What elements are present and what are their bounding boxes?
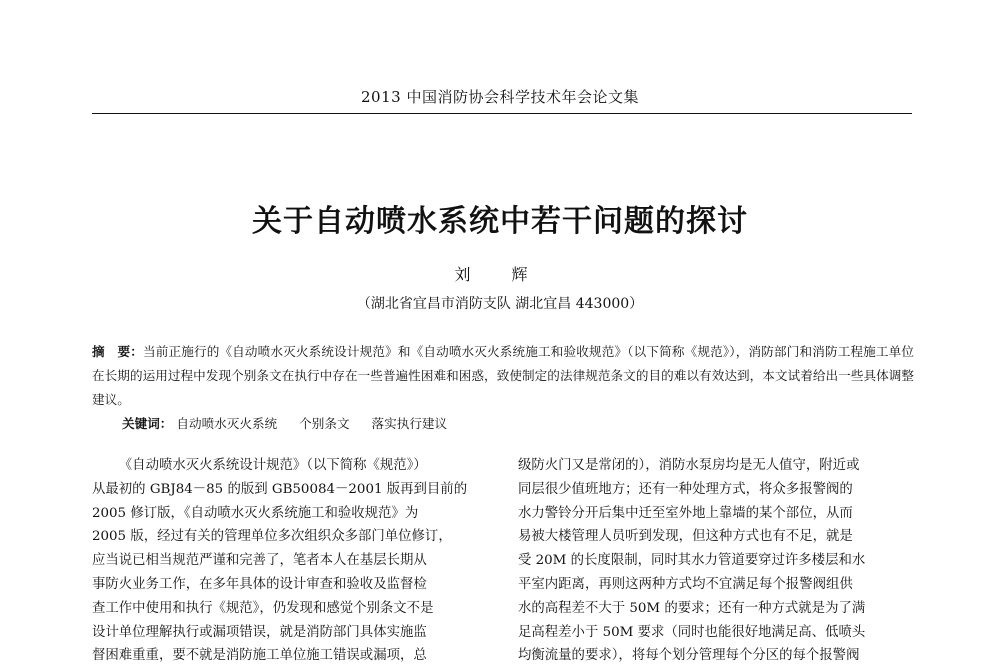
body-line: 平室内距离，再则这两种方式均不宜满足每个报警阀组供 (518, 576, 853, 592)
body-line: 设计单位理解执行或漏项错误，就是消防部门具体实施监 (92, 624, 427, 640)
header-rule (92, 113, 912, 114)
author-affiliation: （湖北省宜昌市消防支队 湖北宜昌 443000） (356, 296, 644, 312)
body-line: 应当说已相当规范严谨和完善了，笔者本人在基层长期从 (92, 553, 427, 569)
abstract (92, 340, 914, 412)
body-line: 督困难重重，要不就是消防施工单位施工错误或漏项，总 (92, 648, 427, 664)
keyword: 个别条文 (299, 416, 350, 431)
body-line: 《自动喷水灭火系统设计规范》（以下简称《规范》） (118, 458, 427, 473)
body-line: 从最初的 GBJ84－85 的版到 GB50084－2001 版再到目前的 (92, 481, 468, 497)
body-left-column (92, 454, 488, 668)
running-header: 2013 中国消防协会科学技术年会论文集 (361, 88, 639, 106)
body-line: 2005 版，经过有关的管理单位多次组织众多部门单位修订， (92, 529, 452, 545)
abstract-text: 当前正施行的《自动喷水灭火系统设计规范》和《自动喷水灭火系统施工和验收规范》（以下简称《规范》），消防部门和消防工程施工单位在长期的运用过程中发现个别条文在执行中存在一些普遍性困难和困惑，致使制定的法律规范条文的目的难以有效达到，本文试着给出一些具体调整建议。 (92, 344, 915, 407)
body-line: 足高程差小于 50M 要求（同时也能很好地满足高、低喷头 (518, 624, 866, 640)
keywords-label: 关键词： (122, 416, 173, 431)
keyword: 落实执行建议 (371, 416, 448, 431)
keyword: 自动喷水灭火系统 (176, 416, 278, 431)
paper-title: 关于自动喷水系统中若干问题的探讨 (252, 204, 748, 239)
keywords (122, 412, 914, 436)
body-line: 均衡流量的要求），将每个划分管理每个分区的每个报警阀 (518, 648, 860, 664)
body-line: 级防火门又是常闭的），消防水泵房均是无人值守，附近或 (518, 458, 860, 473)
body-line: 受 20M 的长度限制，同时其水力管道要穿过许多楼层和水 (518, 553, 866, 569)
body-line: 易被大楼管理人员听到发现，但这种方式也有不足，就是 (518, 529, 853, 545)
body-right-column (518, 454, 914, 668)
body-line: 2005 修订版，《自动喷水灭火系统施工和验收规范》为 (92, 505, 419, 521)
author-name: 刘 辉 (454, 265, 546, 284)
body-line: 查工作中使用和执行《规范》，仍发现和感觉个别条文不是 (92, 600, 434, 616)
body-line: 事防火业务工作，在多年具体的设计审查和验收及监督检 (92, 576, 427, 592)
body-line: 同层很少值班地方；还有一种处理方式，将众多报警阀的 (518, 481, 853, 497)
abstract-label: 摘 要： (92, 344, 143, 359)
body-line: 水的高程差不大于 50M 的要求；还有一种方式就是为了满 (518, 600, 866, 616)
body-line: 水力警铃分开后集中迁至室外地上靠墙的某个部位，从而 (518, 505, 853, 521)
